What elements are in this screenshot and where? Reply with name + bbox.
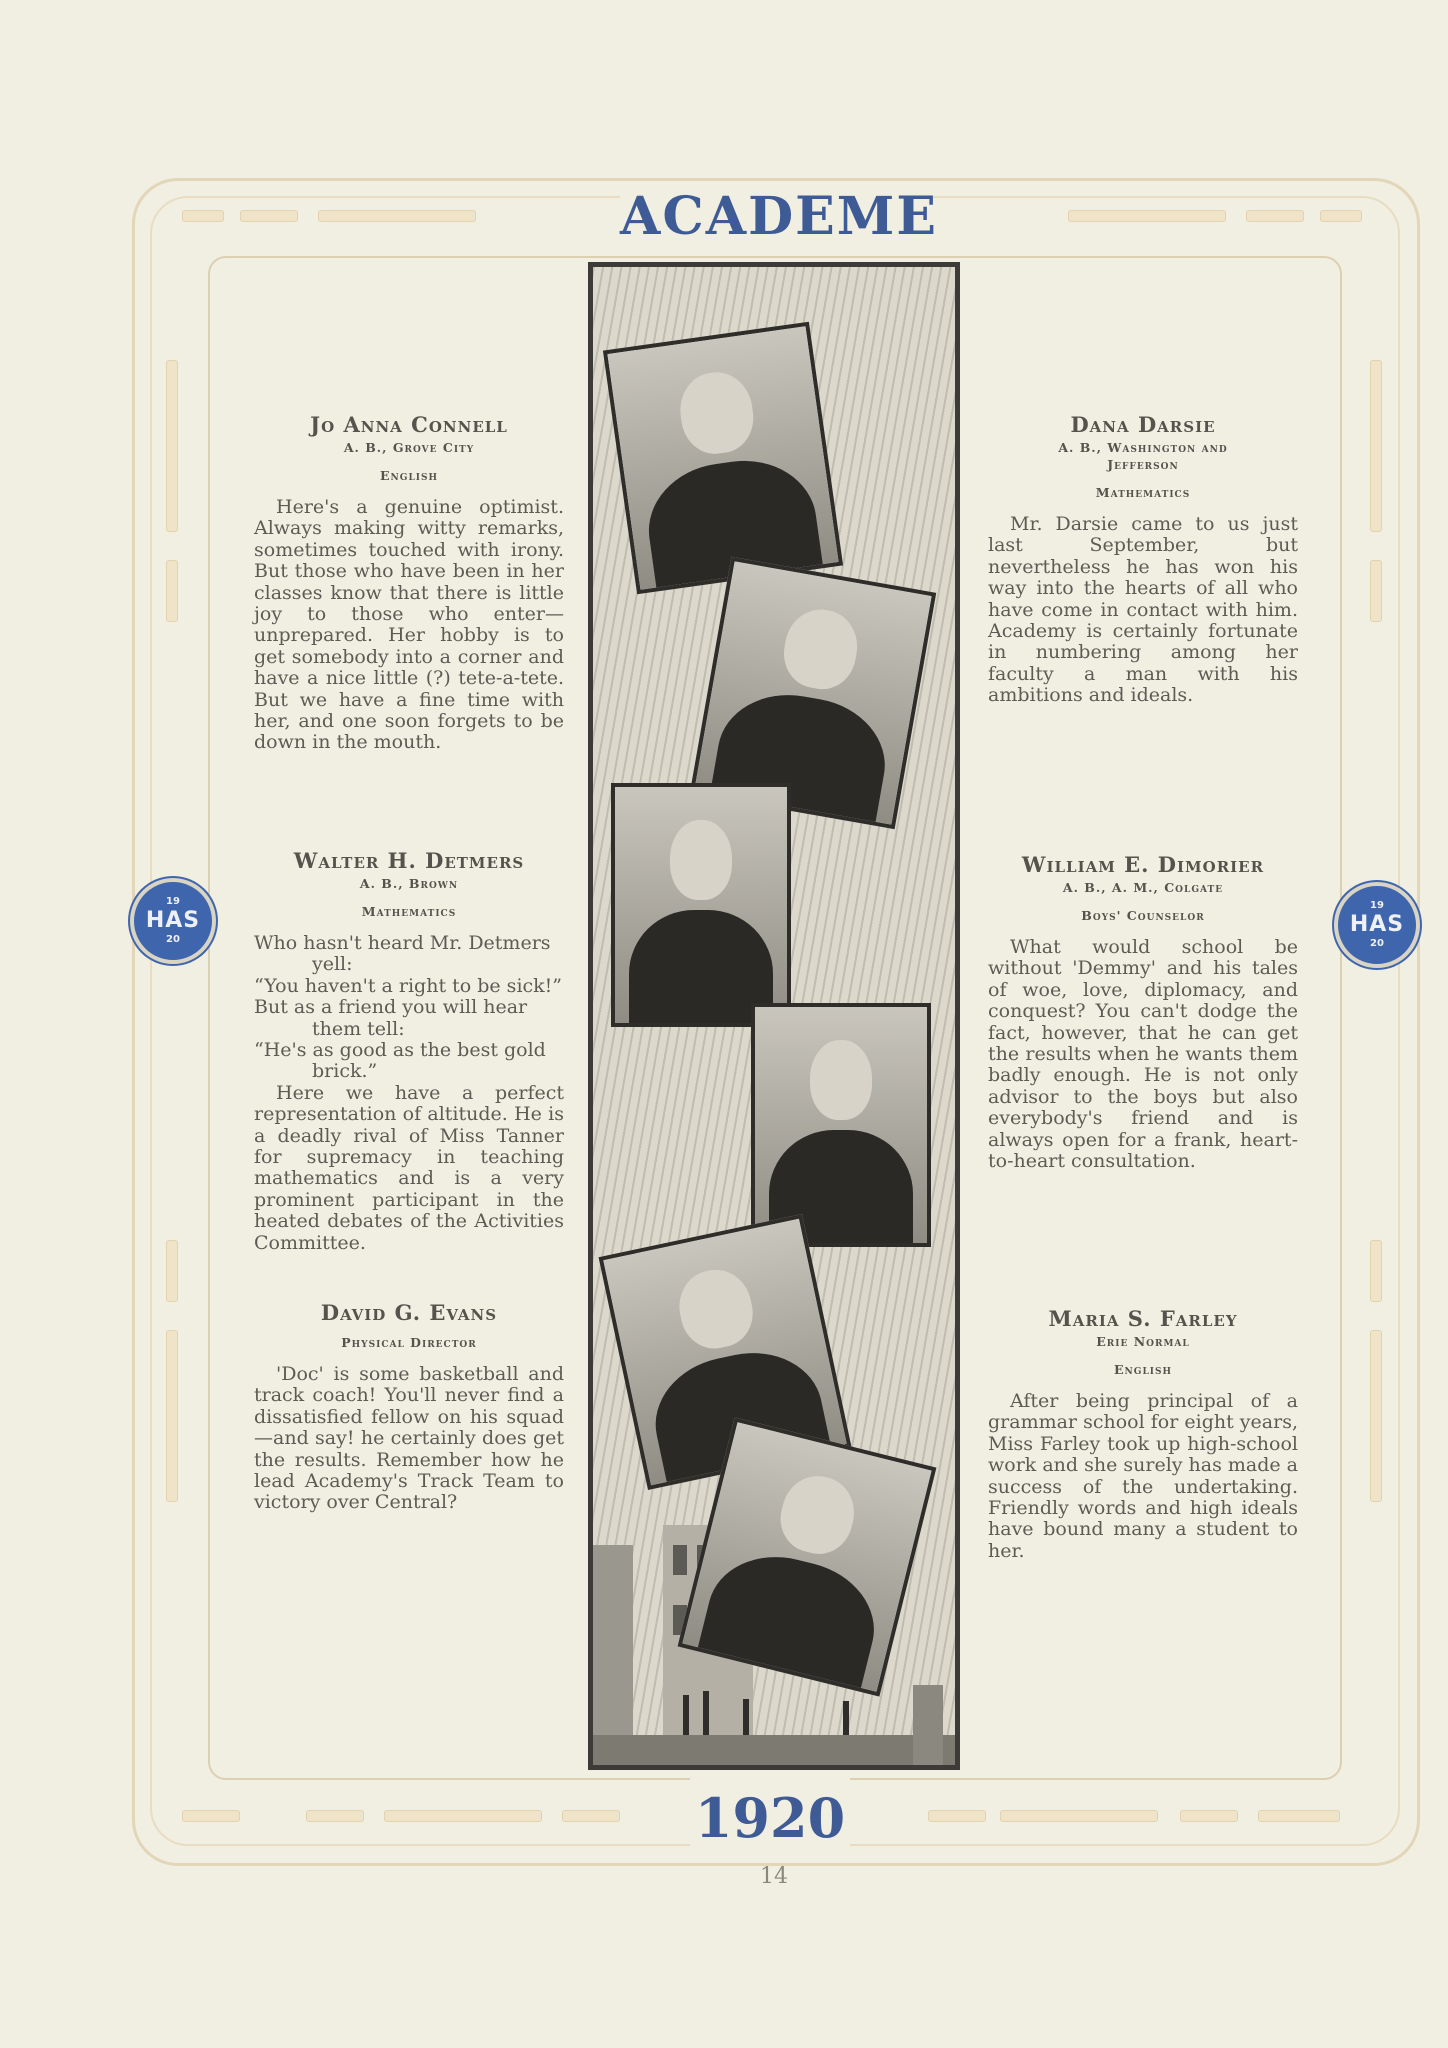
faculty-verse: [254, 933, 564, 1083]
border-ornament: [166, 1330, 178, 1502]
faculty-degree: A. B., Washington and Jefferson: [1058, 440, 1228, 472]
school-seal-left: [130, 878, 216, 964]
border-ornament: [182, 1810, 240, 1822]
faculty-name: David G. Evans: [320, 1300, 498, 1325]
year-label: 1920: [690, 1778, 850, 1858]
border-ornament: [166, 560, 178, 622]
border-ornament: [1370, 1330, 1382, 1502]
faculty-description: After being principal of a grammar school for eight years, Miss Farley took up high-school work and she surely has made a success of the undertaking. Friendly words and high ideals have bound many a student to her.: [988, 1390, 1299, 1562]
faculty-degree: A. B., Grove City: [343, 440, 475, 455]
faculty-name: Dana Darsie: [1070, 412, 1216, 437]
faculty-entry-evans: [254, 1300, 564, 1514]
border-ornament: [1370, 360, 1382, 532]
border-ornament: [1068, 210, 1226, 222]
faculty-name: William E. Dimorier: [1021, 852, 1265, 877]
verse-line: But as a friend you will hear them tell:: [254, 996, 528, 1040]
border-ornament: [1000, 1810, 1158, 1822]
faculty-name: Jo Anna Connell: [310, 412, 508, 437]
seal-year-top: 19: [166, 896, 180, 907]
faculty-description: What would school be without 'Demmy' and his tales of woe, love, diplomacy, and conquest? You can't dodge the fact, however, that he can get the results when he wants them badly enough. He is not only advisor to the boys but also everybody's friend and is always open for a frank, heart-to-heart consultation.: [988, 936, 1298, 1173]
faculty-degree: A. B., A. M., Colgate: [1062, 880, 1224, 895]
faculty-subject: English: [1114, 1362, 1172, 1377]
faculty-subject: Mathematics: [1095, 485, 1191, 500]
faculty-degree: Erie Normal: [1096, 1334, 1190, 1349]
faculty-subject: English: [380, 468, 438, 483]
portrait-photo: [603, 322, 843, 595]
border-ornament: [1246, 210, 1304, 222]
border-ornament: [306, 1810, 364, 1822]
portrait-photo: [751, 1003, 931, 1247]
faculty-entry-farley: [988, 1306, 1298, 1562]
verse-line: “He's as good as the best gold brick.”: [254, 1039, 546, 1083]
verse-line: “You haven't a right to be sick!”: [254, 974, 563, 997]
border-ornament: [1180, 1810, 1238, 1822]
faculty-subject: Boys' Counselor: [1081, 908, 1205, 923]
border-ornament: [562, 1810, 620, 1822]
faculty-description: Here's a genuine optimist. Always making witty remarks, sometimes touched with irony. But those who have been in her classes know that there is little joy to those who enter—unprepared. Her hobby is to get somebody into a corner and have a nice little (?) tete-a-tete. But we have a fine time with her, and one soon forgets to be down in the mouth.: [254, 496, 564, 754]
faculty-subject: Mathematics: [361, 904, 457, 919]
verse-line: Who hasn't heard Mr. Detmers yell:: [254, 932, 551, 976]
border-ornament: [240, 210, 298, 222]
faculty-entry-detmers: [254, 848, 564, 1254]
faculty-subject: Physical Director: [341, 1335, 477, 1350]
seal-year-bottom: 20: [1370, 938, 1384, 949]
faculty-description: Mr. Darsie came to us just last September, but nevertheless he has won his way into the hearts of all who have come in contact with him. Academy is certainly fortunate in numbering among her faculty a man with his ambitions and ideals.: [988, 513, 1298, 707]
border-ornament: [1320, 210, 1362, 222]
seal-year-bottom: 20: [166, 934, 180, 945]
school-seal-right: [1334, 882, 1420, 968]
faculty-description: 'Doc' is some basketball and track coach! You'll never find a dissatisfied fellow on his squad—and say! he certainly does get the results. Remember how he lead Academy's Track Team to victory over Central?: [254, 1363, 564, 1514]
faculty-name: Walter H. Detmers: [293, 848, 525, 873]
faculty-degree: A. B., Brown: [359, 876, 459, 891]
faculty-photo-strip: [588, 262, 960, 1770]
faculty-entry-connell: [254, 412, 564, 754]
page-number: 14: [760, 1864, 788, 1889]
portrait-photo: [611, 783, 791, 1027]
page-title: ACADEME: [620, 182, 930, 252]
border-ornament: [384, 1810, 542, 1822]
faculty-name: Maria S. Farley: [1048, 1306, 1238, 1331]
border-ornament: [928, 1810, 986, 1822]
seal-letters: HAS: [145, 908, 201, 933]
border-ornament: [166, 360, 178, 532]
border-ornament: [1370, 1240, 1382, 1302]
border-ornament: [166, 1240, 178, 1302]
border-ornament: [182, 210, 224, 222]
faculty-entry-dimorier: [988, 852, 1298, 1172]
border-ornament: [1370, 560, 1382, 622]
faculty-description: Here we have a perfect representation of altitude. He is a deadly rival of Miss Tanner for supremacy in teaching mathematics and is a very prominent participant in the heated debates of the Activities Committee.: [254, 1081, 564, 1254]
border-ornament: [1258, 1810, 1340, 1822]
border-ornament: [318, 210, 476, 222]
faculty-entry-darsie: [988, 412, 1298, 707]
seal-year-top: 19: [1370, 900, 1384, 911]
seal-letters: HAS: [1349, 912, 1405, 937]
